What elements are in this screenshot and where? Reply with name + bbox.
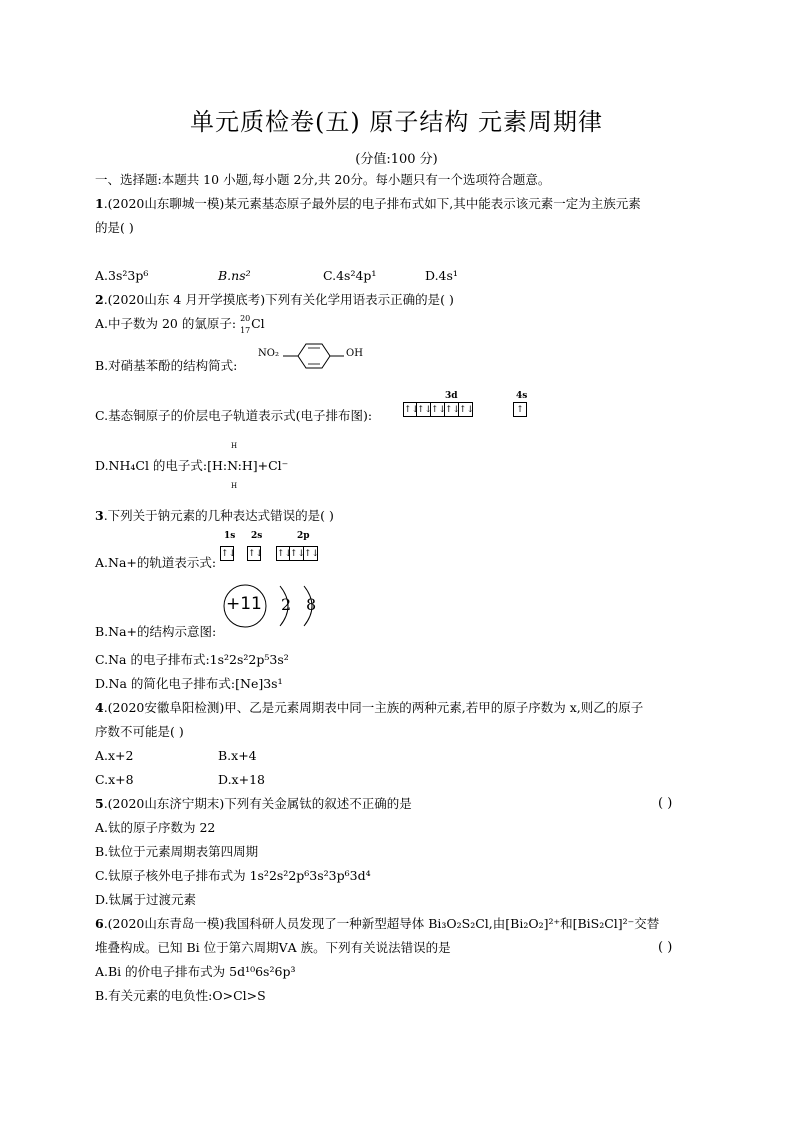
- orbital-box: ↑↓: [276, 546, 290, 561]
- orbital-label-2s: 2s: [251, 531, 263, 541]
- orbital-box: ↑↓: [445, 402, 459, 417]
- q1-option-c[interactable]: C.4s²4p¹: [323, 268, 377, 283]
- score-note: (分值:100 分): [355, 152, 438, 167]
- q4-option-d[interactable]: D.x+18: [218, 772, 265, 787]
- q4-option-c[interactable]: C.x+8: [95, 772, 134, 787]
- page-title: 单元质检卷(五) 原子结构 元素周期律: [190, 108, 603, 136]
- question-4-stem-cont: 序数不可能是( ): [95, 724, 184, 739]
- orbital-box: ↑↓: [304, 546, 318, 561]
- q2-option-a[interactable]: A.中子数为 20 的氯原子: 20 17 Cl: [95, 316, 274, 332]
- question-5-stem: 5.(2020山东济宁期末)下列有关金属钛的叙述不正确的是: [95, 796, 412, 811]
- q5-option-b[interactable]: B.钛位于元素周期表第四周期: [95, 844, 259, 859]
- q4-option-a[interactable]: A.x+2: [95, 748, 134, 763]
- orbital-box: ↑↓: [403, 402, 417, 417]
- orbital-box: ↑↓: [417, 402, 431, 417]
- orbital-box: ↑↓: [431, 402, 445, 417]
- question-1-stem: 1.(2020山东聊城一模)某元素基态原子最外层的电子排布式如下,其中能表示该元素一定为主族元素: [95, 196, 641, 211]
- q2-option-c[interactable]: C.基态铜原子的价层电子轨道表示式(电子排布图):: [95, 408, 373, 423]
- q5-option-a[interactable]: A.钛的原子序数为 22: [95, 820, 216, 835]
- q4-option-b[interactable]: B.x+4: [218, 748, 257, 763]
- question-3-stem: 3.下列关于钠元素的几种表达式错误的是( ): [95, 508, 334, 523]
- answer-blank[interactable]: ( ): [658, 796, 673, 811]
- q1-option-d[interactable]: D.4s¹: [425, 268, 458, 283]
- question-2-stem: 2.(2020山东 4 月开学摸底考)下列有关化学用语表示正确的是( ): [95, 292, 454, 307]
- q6-option-a[interactable]: A.Bi 的价电子排布式为 5d¹⁰6s²6p³: [95, 964, 296, 979]
- q5-option-d[interactable]: D.钛属于过渡元素: [95, 892, 197, 907]
- question-6-stem: 6.(2020山东青岛一模)我国科研人员发现了一种新型超导体 Bi₃O₂S₂Cl,由[Bi₂O₂]²⁺和[BiS₂Cl]²⁻交替: [95, 916, 660, 931]
- q5-option-c[interactable]: C.钛原子核外电子排布式为 1s²2s²2p⁶3s²3p⁶3d⁴: [95, 868, 371, 883]
- orbital-box: ↑: [513, 402, 527, 417]
- orbital-label-3d: 3d: [445, 391, 458, 401]
- orbital-box: ↑↓: [459, 402, 473, 417]
- na-1s-box: [220, 546, 237, 561]
- nuclide-symbol: 20 17 Cl: [240, 314, 265, 335]
- q2-option-b[interactable]: B.对硝基苯酚的结构简式:: [95, 358, 238, 373]
- question-1-stem-cont: 的是( ): [95, 220, 134, 235]
- cu-3d-orbital-boxes: [403, 402, 473, 417]
- q1-option-b[interactable]: B.ns²: [218, 268, 251, 283]
- answer-blank[interactable]: ( ): [658, 940, 673, 955]
- question-6-stem-cont: 堆叠构成。已知 Bi 位于第六周期ⅤA 族。下列有关说法错误的是: [95, 940, 451, 955]
- q3-option-d[interactable]: D.Na 的简化电子排布式:[Ne]3s¹: [95, 676, 283, 691]
- orbital-label-1s: 1s: [224, 531, 236, 541]
- q6-option-b[interactable]: B.有关元素的电负性:O>Cl>S: [95, 988, 266, 1003]
- q2-option-d[interactable]: D.NH₄Cl 的电子式:[H:N:H]+Cl⁻: [95, 458, 289, 473]
- q3-option-c[interactable]: C.Na 的电子排布式:1s²2s²2p⁵3s²: [95, 652, 289, 667]
- na-2p-boxes: [276, 546, 318, 561]
- q1-option-a[interactable]: A.3s²3p⁶: [95, 268, 149, 283]
- question-4-stem: 4.(2020安徽阜阳检测)甲、乙是元素周期表中同一主族的两种元素,若甲的原子序数为 x,则乙的原子: [95, 700, 644, 715]
- orbital-label-2p: 2p: [297, 531, 310, 541]
- orbital-box: ↑↓: [220, 546, 234, 561]
- q3-option-a[interactable]: A.Na+的轨道表示式:: [95, 555, 217, 570]
- na-ion-structure-diagram: +11 2 8: [218, 580, 328, 634]
- orbital-box: ↑↓: [247, 546, 261, 561]
- q3-option-b[interactable]: B.Na+的结构示意图:: [95, 624, 217, 639]
- electron-formula-h-bottom: H: [231, 482, 238, 490]
- orbital-box: ↑↓: [290, 546, 304, 561]
- orbital-label-4s: 4s: [516, 391, 528, 401]
- cu-4s-orbital-box: [513, 402, 527, 417]
- electron-formula-h-top: H: [231, 442, 238, 450]
- nitrophenol-structure: NO₂ OH: [258, 342, 368, 372]
- section-heading: 一、选择题:本题共 10 小题,每小题 2分,共 20分。每小题只有一个选项符合题意。: [95, 172, 551, 187]
- na-2s-box: [247, 546, 264, 561]
